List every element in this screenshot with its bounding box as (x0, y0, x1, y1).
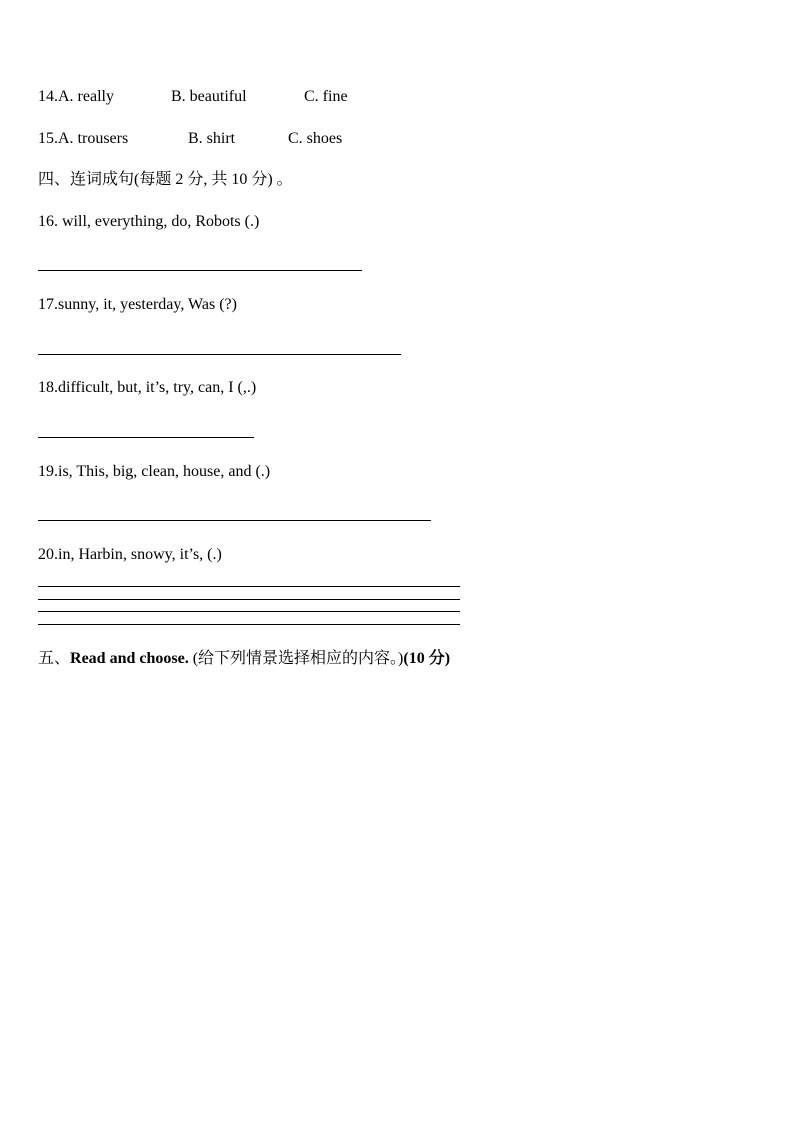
section-5-heading (38, 649, 450, 669)
option-a: A. trousers (58, 130, 129, 147)
question-number: 14. (38, 88, 58, 105)
answer-line-18[interactable] (38, 437, 254, 438)
question-number: 18. (38, 379, 58, 396)
question-number: 16. (38, 213, 58, 230)
question-19 (38, 462, 270, 482)
answer-line-19[interactable] (38, 520, 431, 521)
section-4-heading: 四、连词成句(每题 2 分, 共 10 分) 。 (38, 171, 293, 188)
option-b: B. shirt (188, 130, 236, 147)
section-5-title: Read and choose. (70, 650, 189, 667)
question-16 (38, 212, 259, 232)
question-text: difficult, but, it’s, try, can, I (,.) (58, 379, 257, 396)
question-number: 20. (38, 546, 58, 563)
answer-line-20b[interactable] (38, 599, 460, 600)
option-b: B. beautiful (171, 88, 247, 105)
question-text: sunny, it, yesterday, Was (?) (58, 296, 237, 313)
option-a: A. really (58, 88, 114, 105)
question-number: 17. (38, 296, 58, 313)
question-number: 15. (38, 130, 58, 147)
answer-line-16[interactable] (38, 270, 362, 271)
question-text: will, everything, do, Robots (.) (58, 213, 260, 230)
answer-line-17[interactable] (38, 354, 401, 355)
question-text: is, This, big, clean, house, and (.) (58, 463, 271, 480)
question-15 (38, 129, 343, 149)
question-14 (38, 87, 348, 107)
answer-line-20a[interactable] (38, 586, 460, 587)
option-c: C. fine (304, 88, 348, 105)
question-18 (38, 378, 256, 398)
question-text: in, Harbin, snowy, it’s, (.) (58, 546, 222, 563)
section-5-score: (10 分) (403, 650, 451, 667)
section-5-instruction: (给下列情景选择相应的内容。) (188, 650, 404, 667)
option-c: C. shoes (288, 130, 343, 147)
answer-line-20c[interactable] (38, 611, 460, 612)
section-5-prefix: 五、 (38, 650, 71, 667)
question-20 (38, 545, 222, 565)
question-17 (38, 295, 237, 315)
answer-line-20d[interactable] (38, 624, 460, 625)
question-number: 19. (38, 463, 58, 480)
